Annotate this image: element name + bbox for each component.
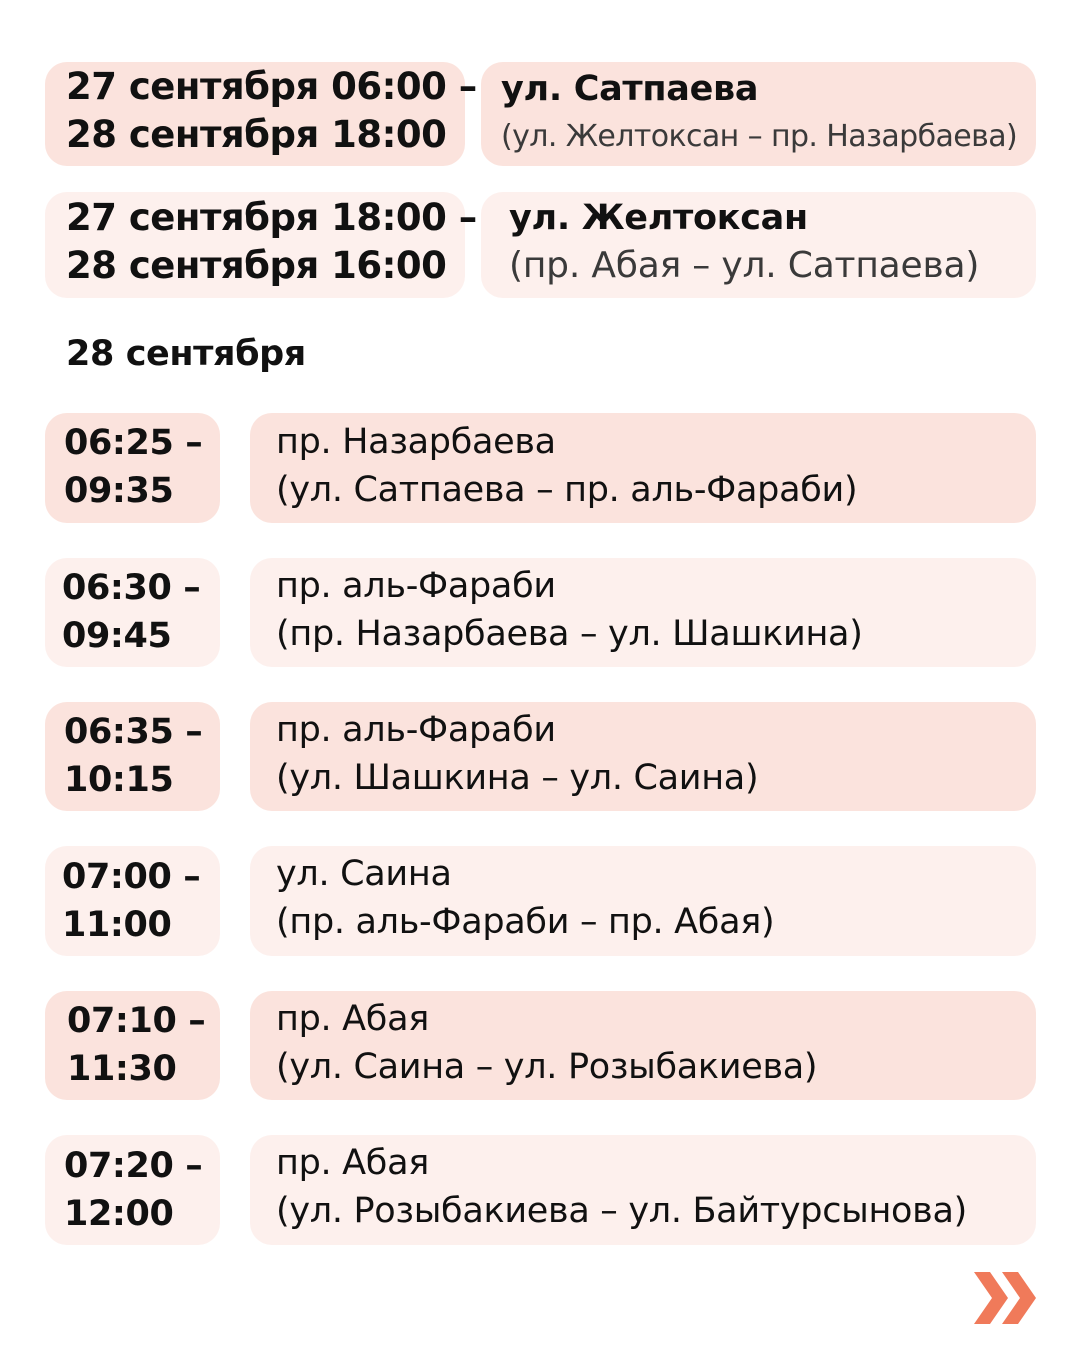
street-section: (ул. Саина – ул. Розыбакиева) xyxy=(276,1047,818,1087)
street-section: (пр. Назарбаева – ул. Шашкина) xyxy=(276,614,863,654)
street-section: (пр. аль-Фараби – пр. Абая) xyxy=(276,902,775,942)
time-range xyxy=(66,63,477,159)
street-name: пр. аль-Фараби xyxy=(276,566,556,606)
time-end: 28 сентября 16:00 xyxy=(66,244,447,287)
street-name: ул. Желтоксан xyxy=(509,198,808,238)
street-info xyxy=(276,418,857,514)
time-range xyxy=(66,194,477,290)
street-info xyxy=(276,850,774,946)
time-range xyxy=(64,708,202,804)
time-end: 09:35 xyxy=(64,471,174,511)
time-start: 06:25 – xyxy=(64,423,203,463)
time-range xyxy=(64,1142,202,1238)
street-name: ул. Сатпаева xyxy=(501,69,759,109)
street-info xyxy=(276,1139,967,1235)
street-info xyxy=(501,65,1017,161)
time-range xyxy=(62,564,200,660)
street-info xyxy=(509,194,979,290)
time-end: 28 сентября 18:00 xyxy=(66,113,447,156)
street-name: пр. аль-Фараби xyxy=(276,710,556,750)
time-range xyxy=(64,419,202,515)
time-start: 07:10 – xyxy=(67,1001,206,1041)
street-info xyxy=(276,562,863,658)
street-section: (ул. Сатпаева – пр. аль-Фараби) xyxy=(276,470,858,510)
street-section: (ул. Розыбакиева – ул. Байтурсынова) xyxy=(276,1191,967,1231)
street-info xyxy=(276,995,817,1091)
time-start: 07:20 – xyxy=(64,1146,203,1186)
street-section: (пр. Абая – ул. Сатпаева) xyxy=(509,245,980,286)
street-name: ул. Саина xyxy=(276,854,452,894)
time-end: 10:15 xyxy=(64,760,174,800)
street-name: пр. Абая xyxy=(276,1143,429,1183)
time-start: 27 сентября 18:00 – xyxy=(66,196,477,239)
street-section: (ул. Желтоксан – пр. Назарбаева) xyxy=(501,119,1018,154)
street-name: пр. Назарбаева xyxy=(276,422,556,462)
street-info xyxy=(276,706,758,802)
time-start: 07:00 – xyxy=(62,857,201,897)
street-name: пр. Абая xyxy=(276,999,429,1039)
time-range xyxy=(67,997,205,1093)
time-start: 06:30 – xyxy=(62,568,201,608)
time-start: 27 сентября 06:00 – xyxy=(66,65,477,108)
street-section: (ул. Шашкина – ул. Саина) xyxy=(276,758,759,798)
double-chevron-right-icon[interactable] xyxy=(970,1268,1040,1328)
time-range xyxy=(62,853,200,949)
date-heading: 28 сентября xyxy=(66,334,306,374)
time-end: 09:45 xyxy=(62,616,172,656)
time-end: 11:00 xyxy=(62,905,172,945)
time-start: 06:35 – xyxy=(64,712,203,752)
time-end: 11:30 xyxy=(67,1049,177,1089)
time-end: 12:00 xyxy=(64,1194,174,1234)
